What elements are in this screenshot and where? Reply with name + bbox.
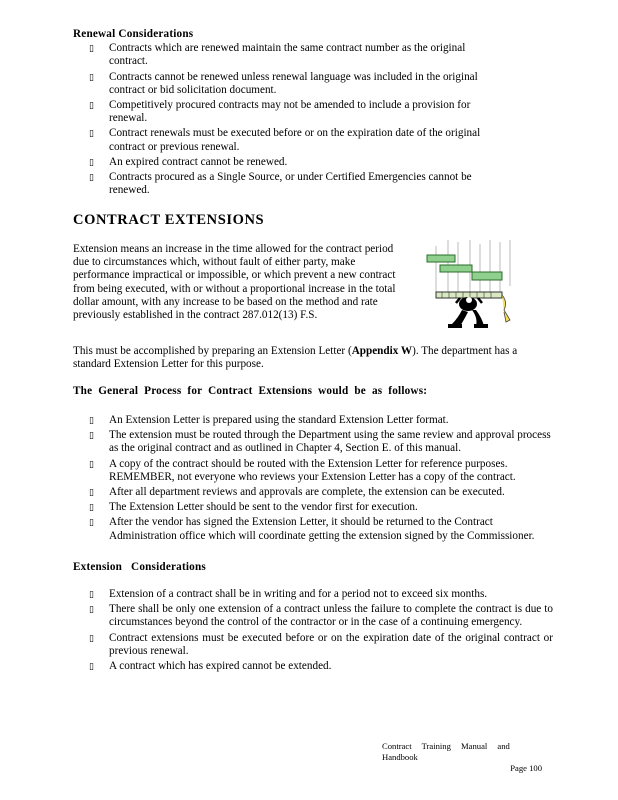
list-item: ▯ Contract extensions must be executed before or on the expiration date of the original contract or previous renewal. bbox=[89, 631, 553, 657]
bullet-icon: ▯ bbox=[89, 458, 94, 469]
extension-letter-para-wrap bbox=[73, 345, 543, 371]
renewal-list bbox=[73, 42, 503, 197]
bullet-icon: ▯ bbox=[89, 128, 94, 139]
list-item: ▯ After all department reviews and approvals are complete, the extension can be executed. bbox=[89, 486, 505, 499]
list-item: ▯ An expired contract cannot be renewed. bbox=[89, 155, 288, 168]
extensions-intro-wrap bbox=[73, 243, 405, 322]
process-heading: The General Process for Contract Extensions would be as follows: bbox=[73, 385, 428, 397]
process-section bbox=[73, 414, 553, 545]
list-item: ▯ Contracts cannot be renewed unless renewal language was included in the original contract or bid solicitation document. bbox=[89, 70, 478, 96]
bullet-icon: ▯ bbox=[89, 156, 94, 167]
list-item: ▯ There shall be only one extension of a contract unless the failure to complete the contract is due to circumstances beyond the control of the contractor or in the case of a continuing emergency. bbox=[89, 603, 553, 629]
bullet-icon: ▯ bbox=[89, 487, 94, 498]
footer-title: Contract Training Manual and Handbook bbox=[382, 741, 510, 762]
page-number: Page 100 bbox=[510, 763, 542, 773]
list-item: ▯ A contract which has expired cannot be extended. bbox=[89, 660, 332, 673]
list-item: ▯ Contract renewals must be executed before or on the expiration date of the original contract or previous renewal. bbox=[89, 127, 481, 153]
list-item: ▯ Extension of a contract shall be in writing and for a period not to exceed six months. bbox=[89, 588, 488, 600]
appendix-reference: Appendix W bbox=[351, 345, 413, 357]
extensions-heading: CONTRACT EXTENSIONS bbox=[73, 212, 265, 228]
bullet-icon: ▯ bbox=[89, 43, 94, 54]
bullet-icon: ▯ bbox=[89, 661, 94, 672]
extensions-intro: Extension means an increase in the time allowed for the contract period due to circumstances which, without fault of either party, make performance impractical or impossible, or which prevent a new contract from being executed, with or without a proportional increase in the total dollar amount, with any increase to be based on the method and rate previously established in the contract 287.012(13) F.S. bbox=[73, 243, 396, 322]
bullet-icon: ▯ bbox=[89, 502, 94, 513]
process-heading-wrap bbox=[73, 385, 543, 398]
renewal-heading: Renewal Considerations bbox=[73, 28, 194, 40]
person-lifting-bars-illustration bbox=[422, 240, 522, 332]
list-item: ▯ Contracts which are renewed maintain the same contract number as the original contract. bbox=[89, 42, 466, 68]
page-footer bbox=[382, 741, 542, 774]
list-item: ▯ The extension must be routed through the Department using the same review and approval process as the original contract and as outlined in Chapter 4, Section E. of this manual. bbox=[89, 429, 551, 455]
renewal-section bbox=[73, 28, 503, 199]
ext-considerations-heading-wrap bbox=[73, 561, 206, 574]
ext-considerations-heading: Extension Considerations bbox=[73, 561, 206, 573]
list-item: ▯ An Extension Letter is prepared using the standard Extension Letter format. bbox=[89, 414, 449, 426]
list-item: ▯ The Extension Letter should be sent to the vendor first for execution. bbox=[89, 501, 418, 514]
bullet-icon: ▯ bbox=[89, 517, 94, 528]
bullet-icon: ▯ bbox=[89, 100, 94, 111]
list-item: ▯ A copy of the contract should be routed with the Extension Letter for reference purposes. REMEMBER, not everyone who reviews your Extension Letter has a copy of the contract. bbox=[89, 457, 516, 483]
bullet-icon: ▯ bbox=[89, 604, 94, 615]
extensions-section bbox=[73, 214, 264, 227]
list-item: ▯ Contracts procured as a Single Source, or under Certified Emergencies cannot be renewed. bbox=[89, 171, 472, 197]
bullet-icon: ▯ bbox=[89, 71, 94, 82]
list-item: ▯ After the vendor has signed the Extension Letter, it should be returned to the Contract Administration office which will coordinate getting the extension signed by the Commissioner. bbox=[89, 516, 535, 542]
bullet-icon: ▯ bbox=[89, 415, 94, 425]
bullet-icon: ▯ bbox=[89, 632, 94, 643]
bullet-icon: ▯ bbox=[89, 589, 94, 599]
process-list bbox=[73, 414, 553, 543]
bullet-icon: ▯ bbox=[89, 172, 94, 183]
ext-considerations-list bbox=[73, 588, 553, 673]
ext-considerations-section bbox=[73, 588, 553, 675]
list-item: ▯ Competitively procured contracts may not be amended to include a provision for renewal. bbox=[89, 99, 471, 125]
bullet-icon: ▯ bbox=[89, 430, 94, 441]
extension-letter-para: This must be accomplished by preparing an Extension Letter (Appendix W). The department has a standard Extension Letter for this purpose. bbox=[73, 345, 518, 371]
